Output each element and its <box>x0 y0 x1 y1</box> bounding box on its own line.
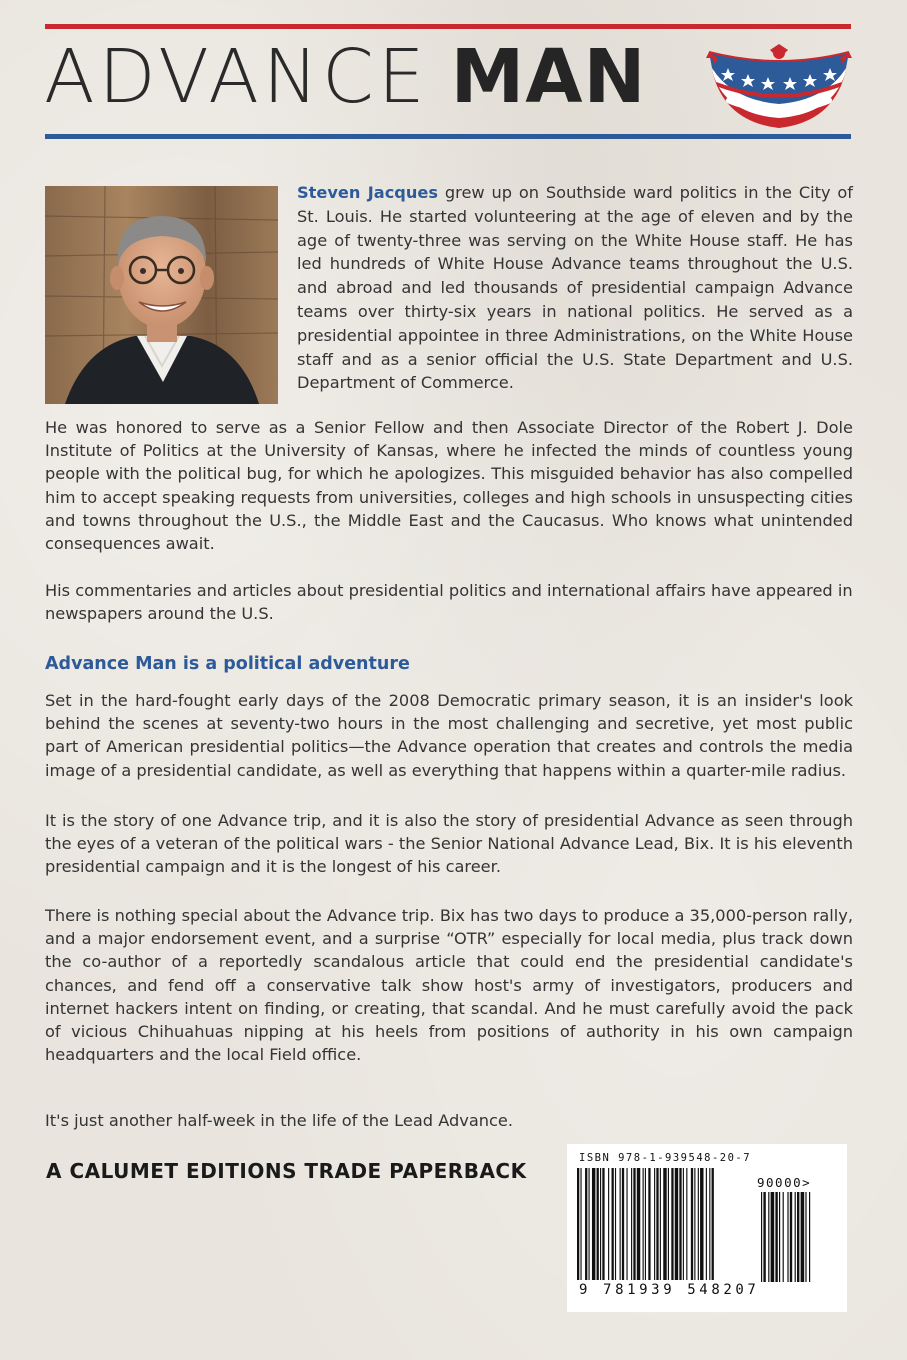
barcode-bar <box>700 1168 703 1280</box>
barcode-bar <box>656 1168 658 1280</box>
synopsis-paragraph-2: It is the story of one Advance trip, and it is also the story of presidential Advance as seen through the eyes of a veteran of the political wars - the Senior National Advance Lead, Bix. It is his eleventh presidential campaign and it is the longest of his career. <box>45 811 853 877</box>
addon-bar <box>787 1192 788 1282</box>
barcode-bar <box>709 1168 710 1280</box>
addon-bar <box>790 1192 792 1282</box>
ean-digits: 9 781939 548207 <box>579 1282 760 1298</box>
addon-bar <box>771 1192 775 1282</box>
barcode-bar <box>602 1168 604 1280</box>
barcode-bar <box>686 1168 687 1280</box>
synopsis-heading: Advance Man is a political adventure <box>45 654 410 674</box>
bottom-blue-rule <box>45 134 851 139</box>
addon-bar <box>768 1192 769 1282</box>
barcode-bar <box>600 1168 601 1280</box>
barcode-bar <box>694 1168 695 1280</box>
addon-bar <box>783 1192 784 1282</box>
barcode-bar <box>645 1168 646 1280</box>
addon-bar <box>763 1192 765 1282</box>
barcode-bar <box>683 1168 684 1280</box>
barcode-bar <box>675 1168 678 1280</box>
barcode-bar <box>691 1168 693 1280</box>
barcode-bar <box>592 1168 595 1280</box>
barcode-bar <box>698 1168 699 1280</box>
addon-bar <box>761 1192 762 1282</box>
barcode-bar <box>620 1168 621 1280</box>
synopsis-paragraph-4: It's just another half-week in the life of the Lead Advance. <box>45 1111 514 1130</box>
synopsis-paragraph-3: There is nothing special about the Advance trip. Bix has two days to produce a 35,000-person rally, and a major endorsement event, and a surprise “OTR” especially for local media, plus track down the co-author of a reportedly scandalous article that could end the presidential candidate's chances, and fend off a conservative talk show host's army of investigators, producers and internet hackers intent on finding, or creating, that scandal. And he must carefully avoid the pack of vicious Chihuahuas nipping at his heels from positions of authority in his own campaign headquarters and the local Field office. <box>45 906 853 1065</box>
cover-title <box>44 34 647 130</box>
addon-bar <box>795 1192 796 1282</box>
addon-bar <box>797 1192 799 1282</box>
barcode-bar <box>654 1168 655 1280</box>
addon-bar <box>809 1192 810 1282</box>
barcode-bar <box>637 1168 640 1280</box>
bio-commentaries-paragraph: His commentaries and articles about presidential politics and international affairs have appeared in newspapers around the U.S. <box>45 581 853 624</box>
barcode-bar <box>585 1168 587 1280</box>
barcode-bar <box>648 1168 650 1280</box>
barcode-bar <box>679 1168 681 1280</box>
isbn-barcode-box <box>567 1144 847 1312</box>
barcode-bar <box>612 1168 614 1280</box>
barcode-bar <box>643 1168 644 1280</box>
addon-bar <box>779 1192 780 1282</box>
barcode-bar <box>671 1168 673 1280</box>
patriotic-bunting-icon <box>706 44 852 130</box>
barcode-bar <box>597 1168 599 1280</box>
isbn-label: ISBN 978-1-939548-20-7 <box>579 1152 752 1164</box>
barcode-bar <box>577 1168 579 1280</box>
barcode-bar <box>633 1168 635 1280</box>
top-red-rule <box>45 24 851 29</box>
addon-bar <box>805 1192 806 1282</box>
ean-barcode-icon <box>577 1168 752 1280</box>
barcode-bar <box>589 1168 590 1280</box>
barcode-bar <box>712 1168 714 1280</box>
bio-first-text: grew up on Southside ward politics in the City of St. Louis. He started volunteering at the age of eleven and by the age of twenty-three was serving on the White House staff. He has led hundreds of White House Advance teams throughout the U.S. and abroad and led thousands of presidential campaign Advance teams over thirty-six years in national politics. He served as a presidential appointee in three Administrations, on the White House staff and as a senior official the U.S. State Department and U.S. Department of Commerce. <box>297 183 853 393</box>
barcode-bar <box>668 1168 669 1280</box>
barcode-bar <box>663 1168 666 1280</box>
barcode-bar <box>615 1168 616 1280</box>
barcode-bar <box>580 1168 581 1280</box>
author-photo <box>45 186 278 404</box>
barcode-bar <box>608 1168 609 1280</box>
price-code: 90000> <box>757 1175 812 1190</box>
bio-honored-paragraph: He was honored to serve as a Senior Fellow and then Associate Director of the Robert J. Dole Institute of Politics at the University of Kansas, where he infected the minds of countless young people with the political bug, for which he apologizes. This misguided behavior has also compelled him to accept speaking requests from universities, colleges and high schools in unsuspecting cities and towns throughout the U.S., the Middle East and the Caucasus. Who knows what unintended consequences await. <box>45 418 853 554</box>
bio-first-paragraph <box>297 181 853 395</box>
barcode-bar <box>706 1168 707 1280</box>
synopsis-paragraph-1: Set in the hard-fought early days of the 2008 Democratic primary season, it is an insider's look behind the scenes at seventy-two hours in the most challenging and secretive, yet most public part of American presidential politics—the Advance operation that creates and controls the media image of a presidential candidate, as well as everything that happens within a quarter-mile radius. <box>45 691 853 780</box>
barcode-bar <box>660 1168 661 1280</box>
barcode-bar <box>631 1168 632 1280</box>
addon-bar <box>775 1192 777 1282</box>
addon-bar <box>801 1192 805 1282</box>
publisher-line: A CALUMET EDITIONS TRADE PAPERBACK <box>46 1159 527 1183</box>
title-advance: ADVANCE <box>44 34 429 120</box>
barcode-bar <box>626 1168 627 1280</box>
title-man: MAN <box>450 34 647 120</box>
price-addon-barcode-icon <box>761 1192 823 1282</box>
barcode-bar <box>622 1168 624 1280</box>
author-name: Steven Jacques <box>297 183 439 202</box>
